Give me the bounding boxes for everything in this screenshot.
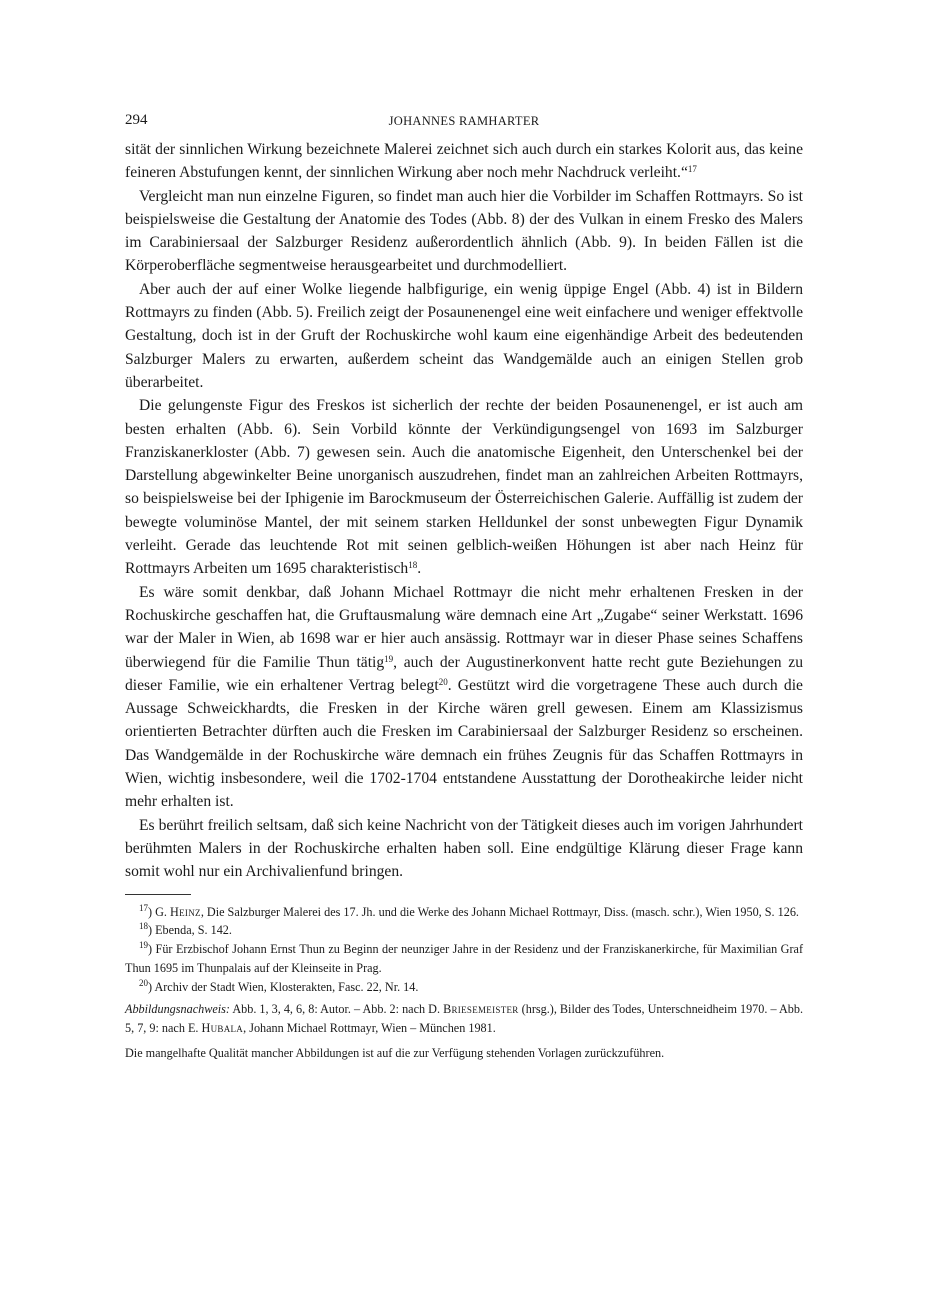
quality-note: Die mangelhafte Qualität mancher Abbildungen ist auf die zur Verfügung stehenden Vorlagen zurückzuführen. [125, 1046, 665, 1061]
footnote-ref[interactable]: 18 [408, 560, 418, 571]
paragraph: Die gelungenste Figur des Freskos ist sicherlich der rechte der beiden Posaunenengel, er ist auch am besten erhalten (Abb. 6). Sein Vorbild könnte der Verkündigungsengel von 1693 im Salzburger Franziskanerkloster (Abb. 7) gewesen sein. Auch die anatomische Eigenheit, den Unterschenkel bei der Darstellung abgewinkelter Beine unorganisch auszudrehen, findet man an zahlreichen Arbeiten Rottmayrs, so beispielsweise bei der Iphigenie im Barockmuseum der Österreichischen Galerie. Auffällig ist zudem der bewegte voluminöse Mantel, der mit seinem starken Helldunkel der sonst unbewegten Figur Dynamik verleiht. Gerade das leuchtende Rot mit seinen gelblich-weißen Höhungen ist aber nach Heinz für Rottmayrs Arbeiten um 1695 charakteristisch$^{18}$. [125, 397, 803, 578]
page [125, 112, 803, 1063]
page-number: 294 [125, 112, 148, 128]
footnote-ref[interactable]: 17 [687, 164, 697, 175]
image-credits: Abbildungsnachweis: Abb. 1, 3, 4, 6, 8: Autor. – Abb. 2: nach D. Briesemeister (hrsg.), Bilder des Todes, Unterschneidheim 1970. – Abb. 5, 7, 9: nach E. Hubala, Johann Michael Rottmayr, Wien – München 1981. [125, 1002, 803, 1036]
footnote-ref[interactable]: 19 [384, 653, 394, 664]
footnote: $^{18}$) Ebenda, S. 142. [139, 921, 232, 938]
paragraph: sität der sinnlichen Wirkung bezeichnete Malerei zeichnet sich auch durch ein starkes Kolorit aus, das keine feineren Abstufungen kennt, der sinnlichen Wirkung aber noch mehr Nachdruck verleiht.“$^{17}$ [125, 141, 803, 182]
page-header [125, 112, 803, 138]
footnote: $^{20}$) Archiv der Stadt Wien, Klosterakten, Fasc. 22, Nr. 14. [139, 977, 419, 994]
footnote-ref[interactable]: 20 [438, 676, 448, 687]
footnote-divider [125, 894, 191, 895]
footnotes [125, 903, 803, 1063]
paragraph: Es berührt freilich seltsam, daß sich keine Nachricht von der Tätigkeit dieses auch im vorigen Jahrhundert berühmten Malers in der Rochuskirche erhalten haben soll. Eine endgültige Klärung dieser Frage kann somit wohl nur ein Archivalienfund bringen. [125, 816, 803, 881]
body-text [125, 138, 803, 884]
paragraph: Aber auch der auf einer Wolke liegende halbfigurige, ein wenig üppige Engel (Abb. 4) ist in Bildern Rottmayrs zu finden (Abb. 5). Freilich zeigt der Posaunenengel eine weit einfachere und weniger effektvolle Gestaltung, doch ist in der Gruft der Rochuskirche wohl kaum eine eigenhändige Arbeit des bedeutenden Salzburger Malers zu erwarten, außerdem scheint das Wandgemälde auch an einigen Stellen grob überarbeitet. [125, 280, 803, 391]
paragraph: Vergleicht man nun einzelne Figuren, so findet man auch hier die Vorbilder im Schaffen Rottmayrs. So ist beispielsweise die Gestaltung der Anatomie des Todes (Abb. 8) der des Vulkan in einem Fresko des Malers im Carabiniersaal der Salzburger Residenz außerordentlich ähnlich (Abb. 9). In beiden Fällen ist die Körperoberfläche segmentweise herausgearbeitet und durchmodelliert. [125, 187, 803, 275]
footnote: $^{19}$) Für Erzbischof Johann Ernst Thun zu Beginn der neunziger Jahre in der Residenz und der Franziskanerkirche, für Maximilian Graf Thun 1695 im Thunpalais auf der Kleinseite in Prag. [125, 940, 804, 975]
footnote: $^{17}$) G. Heinz, Die Salzburger Malerei des 17. Jh. und die Werke des Johann Michael Rottmayr, Diss. (masch. schr.), Wien 1950, S. 126. [139, 902, 799, 919]
running-head: JOHANNES RAMHARTER [388, 114, 540, 128]
paragraph: Es wäre somit denkbar, daß Johann Michael Rottmayr die nicht mehr erhaltenen Fresken in der Rochuskirche geschaffen hat, die Gruftausmalung wäre demnach eine Art „Zugabe“ seiner Werkstatt. 1696 war der Maler in Wien, ab 1698 war er hier auch ansässig. Rottmayr war in dieser Phase seines Schaffens überwiegend für die Familie Thun tätig$^{19}$, auch der Augustinerkonvent hatte recht gute Beziehungen zu dieser Familie, wie ein erhaltener Vertrag belegt$^{20}$. Gestützt wird die vorgetragene These auch durch die Aussage Schweickhardts, die Fresken in der Kirche wären grell gewesen. Einem am Klassizismus orientierten Betrachter dürften auch die Fresken im Carabiniersaal der Salzburger Residenz so erscheinen. Das Wandgemälde in der Rochuskirche wäre demnach ein frühes Zeugnis für das Schaffen Rottmayrs in Wien, wichtig insbesondere, weil die 1702-1704 entstandene Ausstattung der Dorotheakirche leider nicht mehr erhalten ist. [125, 583, 803, 811]
